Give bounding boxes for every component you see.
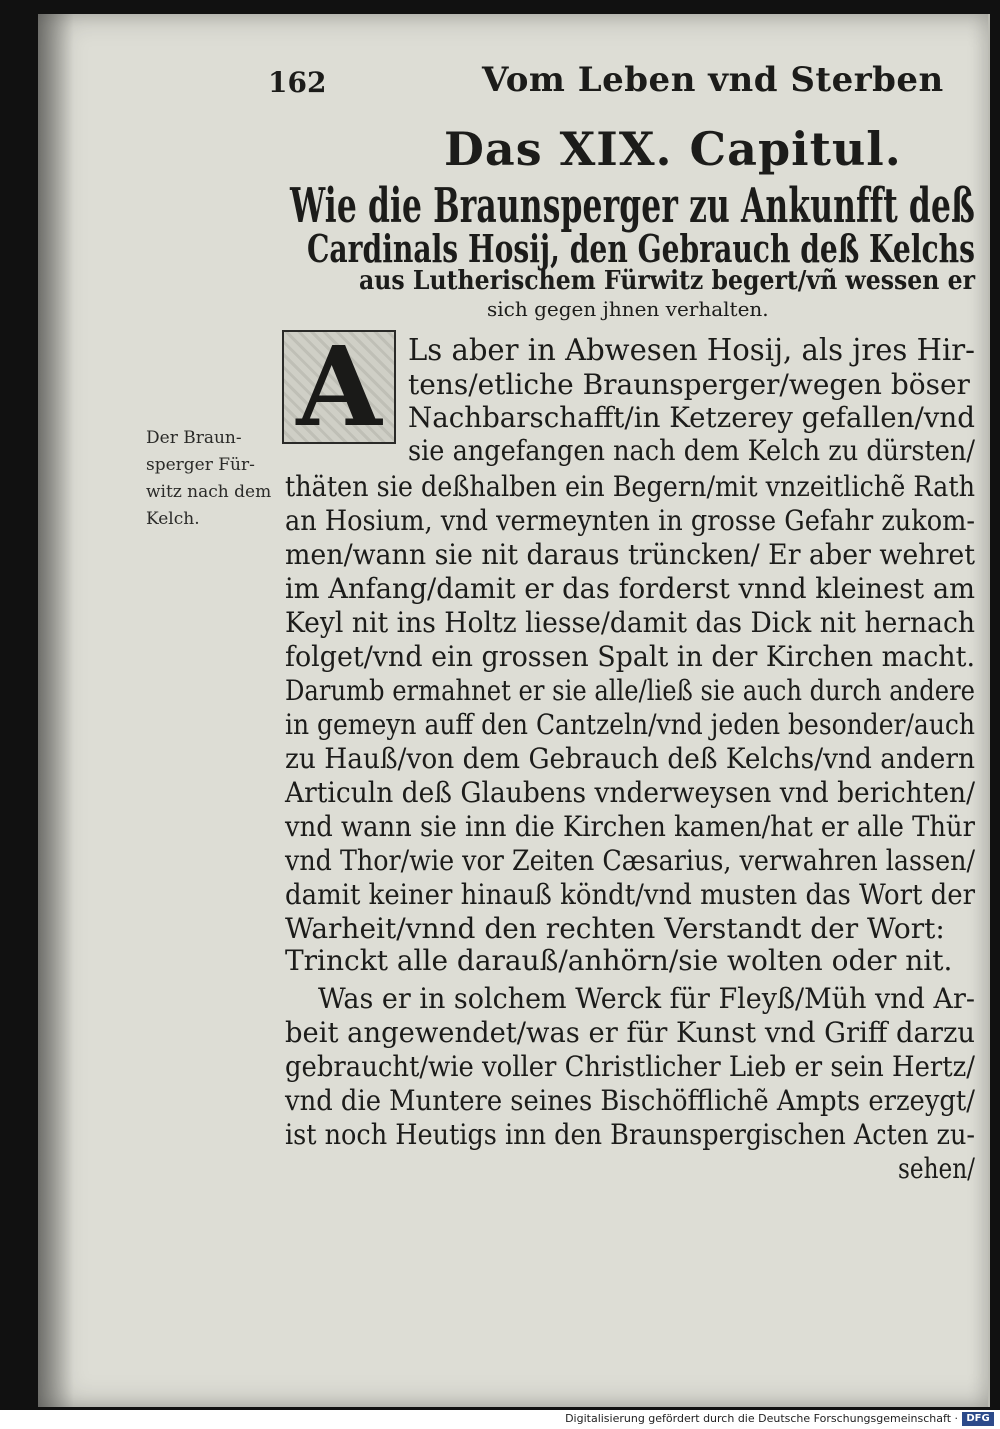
margin-note-line: sperger Für- [146,455,255,475]
body-line: damit keiner hinauß köndt/vnd musten das Wort der [285,878,975,911]
body-line: an Hosium, vnd vermeynten in grosse Gefahr zukom- [285,504,975,537]
page-number: 162 [268,66,327,99]
body-line: Darumb ermahnet er sie alle/ließ sie auch durch andere [285,674,975,707]
running-head: Vom Leben vnd Sterben [482,60,944,100]
body-line: im Anfang/damit er das forderst vnnd kleinest am [285,572,975,605]
initial-letter: A [296,322,382,451]
body-line: Ls aber in Abwesen Hosij, als jres Hir- [408,333,975,368]
body-line: sie angefangen nach dem Kelch zu dürsten/ [408,434,975,467]
dfg-logo-icon: DFG [962,1412,994,1426]
decorated-initial [282,322,396,451]
body-line: tens/etliche Braunsperger/wegen böser [408,368,970,401]
body-line: Warheit/vnnd den rechten Verstandt der Wort: [285,912,945,945]
body-line: Was er in solchem Werck für Fleyß/Müh vnd Ar- [318,982,975,1015]
body-line: vnd Thor/wie vor Zeiten Cæsarius, verwahren lassen/ [285,844,975,877]
body-line: Keyl nit ins Holtz liesse/damit das Dick nit hernach [285,606,975,639]
body-line: zu Hauß/von dem Gebrauch deß Kelchs/vnd andern [285,742,975,775]
body-line: beit angewendet/was er für Kunst vnd Griff darzu [285,1016,975,1049]
body-line: Articuln deß Glaubens vnderweysen vnd berichten/ [285,776,975,809]
body-line: vnd die Muntere seines Bischöfflichẽ Ampts erzeygt/ [285,1084,975,1117]
margin-note-line: Der Braun- [146,428,242,448]
body-line: folget/vnd ein grossen Spalt in der Kirchen macht. [285,640,975,673]
chapter-heading-line: Wie die Braunsperger zu Ankunfft deß [290,178,975,234]
body-line: men/wann sie nit daraus trüncken/ Er aber wehret [285,538,975,571]
chapter-heading-line: sich gegen jhnen verhalten. [487,297,769,321]
body-line: thäten sie deßhalben ein Begern/mit vnzeitlichẽ Rath [285,470,975,503]
body-line: ist noch Heutigs inn den Braunspergischen Acten zu- [285,1118,975,1151]
chapter-heading-line: aus Lutherischem Fürwitz begert/vñ wessen er [359,266,975,296]
margin-note-line: witz nach dem [146,482,272,502]
footer-bar [0,1410,1000,1429]
page-gutter-shadow [38,14,74,1407]
chapter-heading-line: Cardinals Hosij, den Gebrauch deß Kelchs [307,226,975,271]
margin-note-line: Kelch. [146,509,200,529]
body-line: sehen/ [898,1152,975,1185]
body-line: vnd wann sie inn die Kirchen kamen/hat er alle Thür [285,810,975,843]
body-line: gebraucht/wie voller Christlicher Lieb er sein Hertz/ [285,1050,975,1083]
chapter-title: Das XIX. Capitul. [444,122,902,176]
body-line: in gemeyn auff den Cantzeln/vnd jeden besonder/auch [285,708,975,741]
funding-credit: Digitalisierung gefördert durch die Deutsche Forschungsgemeinschaft · [565,1412,958,1425]
body-line: Nachbarschafft/in Ketzerey gefallen/vnd [408,401,975,434]
body-line: Trinckt alle darauß/anhörn/sie wolten oder nit. [285,944,953,977]
